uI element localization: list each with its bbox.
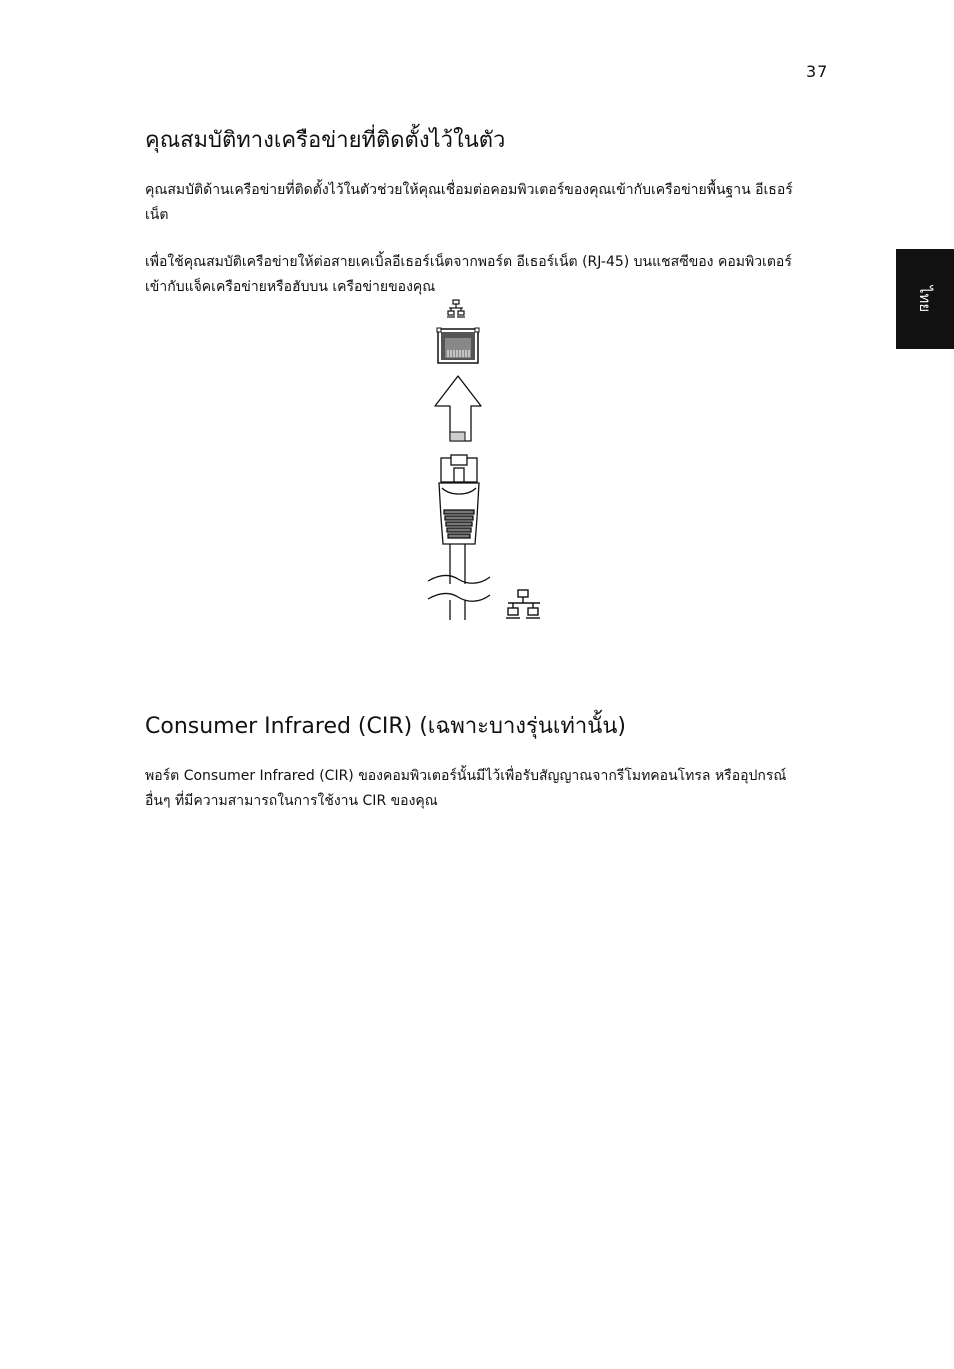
section-heading-cir: Consumer Infrared (CIR) (เฉพาะบางรุ่นเท่านั้น) — [145, 714, 626, 739]
cable-icon — [420, 298, 560, 628]
language-tab — [896, 249, 954, 349]
paragraph-network-intro: คุณสมบัติด้านเครือข่ายที่ติดตั้งไว้ในตัวช่วยให้คุณเชื่อมต่อคอมพิวเตอร์ของคุณเข้ากับเครือข่ายพื้นฐาน อีเธอร์เน็ต — [145, 182, 793, 223]
paragraph-cir: พอร์ต Consumer Infrared (CIR) ของคอมพิวเตอร์นั้นมีไว้เพื่อรับสัญญาณจากรีโมทคอนโทรล หรืออุปกรณ์อื่นๆ ที่มีความสามารถในการใช้งาน CIR ของคุณ — [145, 768, 787, 809]
section-heading-network: คุณสมบัติทางเครือข่ายที่ติดตั้งไว้ในตัว — [145, 128, 506, 153]
language-tab-label: ไทย — [916, 285, 934, 313]
ethernet-connection-figure — [420, 298, 560, 628]
page-number: 37 — [806, 62, 829, 81]
paragraph-network-usage: เพื่อใช้คุณสมบัติเครือข่ายให้ต่อสายเคเบิ้ลอีเธอร์เน็ตจากพอร์ต อีเธอร์เน็ต (RJ-45) บนแชสซีของ คอมพิวเตอร์เข้ากับแจ็คเครือข่ายหรือฮับบน เครือข่ายของคุณ — [145, 254, 792, 295]
